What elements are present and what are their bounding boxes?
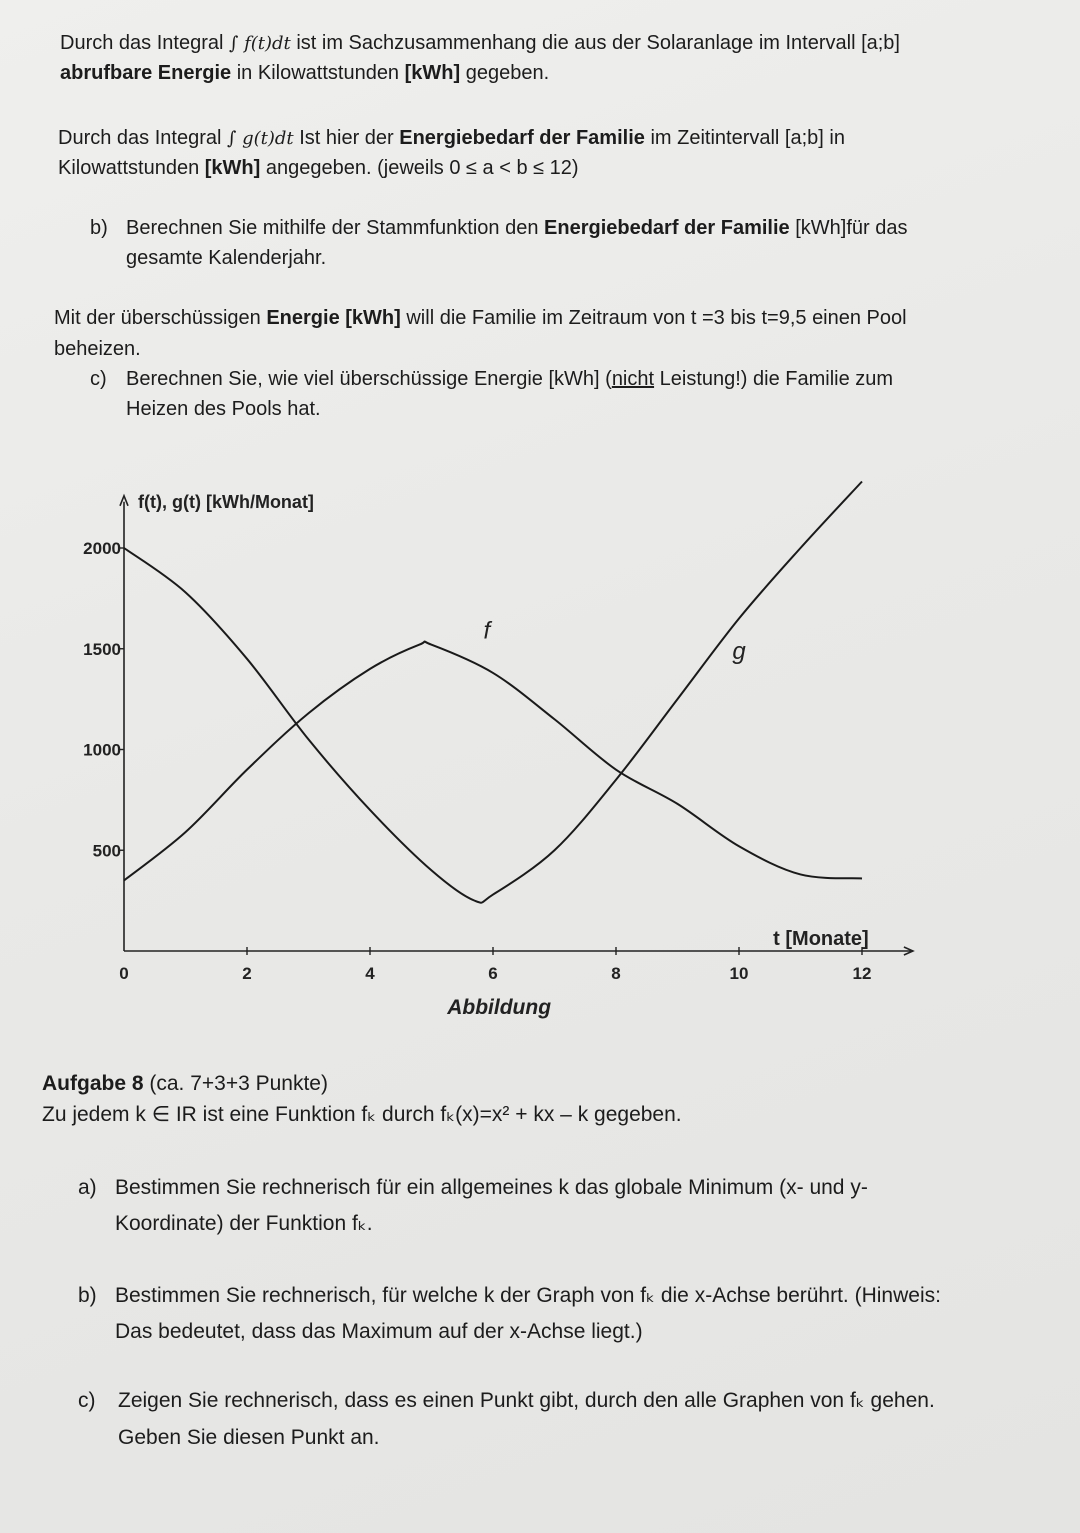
pool-line2: beheizen. [54,338,141,360]
task8-b-letter: b) [78,1284,97,1307]
integral-g: ∫ g(t)dt [226,128,294,149]
x-tick-label: 10 [729,964,749,983]
series-line-f [124,641,862,880]
task8-a-line1: Bestimmen Sie rechnerisch für ein allgemeines k das globale Minimum (x- und y- [115,1176,868,1199]
y-axis-label: f(t), g(t) [kWh/Monat] [138,492,314,512]
intro-f-line1: Durch das Integral ∫ f(t)dt ist im Sachzusammenhang die aus der Solaranlage im Intervall [a;b] [60,32,900,54]
x-axis-label: t [Monate] [773,928,869,950]
x-tick-label: 0 [119,964,129,983]
task-b-line1: Berechnen Sie mithilfe der Stammfunktion den Energiebedarf der Familie [kWh]für das [126,217,908,239]
x-tick-label: 12 [852,964,872,983]
y-tick-label: 1000 [83,740,121,760]
task-b-line2: gesamte Kalenderjahr. [126,247,327,269]
series-label-g: g [732,637,746,665]
intro-g-line2: Kilowattstunden [kWh] angegeben. (jeweils 0 ≤ a < b ≤ 12) [58,157,579,179]
task-c-line1: Berechnen Sie, wie viel überschüssige Energie [kWh] (nicht Leistung!) die Familie zum [126,368,894,390]
task8-b-line2: Das bedeutet, dass das Maximum auf der x-Achse liegt.) [115,1320,643,1343]
series-label-f: f [483,617,491,645]
x-tick-label: 2 [242,964,252,983]
pool-line1: Mit der überschüssigen Energie [kWh] will die Familie im Zeitraum von t =3 bis t=9,5 einen Pool [54,307,907,329]
task8-a-line2: Koordinate) der Funktion fₖ. [115,1212,373,1235]
y-tick-label: 500 [92,841,121,861]
task8-a-letter: a) [78,1176,97,1199]
y-tick-label: 1500 [83,639,121,659]
task8-heading: Aufgabe 8 (ca. 7+3+3 Punkte) [42,1072,328,1095]
task-b-letter: b) [90,217,108,239]
intro-f-line2: abrufbare Energie in Kilowattstunden [kWh] gegeben. [60,62,550,84]
x-tick-label: 6 [488,964,498,983]
chart-caption: Abbildung [447,996,552,1019]
task8-c-line1: Zeigen Sie rechnerisch, dass es einen Punkt gibt, durch den alle Graphen von fₖ gehen. [118,1389,935,1412]
task-c-letter: c) [90,368,107,390]
y-tick-label: 2000 [83,539,121,558]
task8-b-line1: Bestimmen Sie rechnerisch, für welche k der Graph von fₖ die x-Achse berührt. (Hinweis: [115,1284,941,1307]
series-line-g [124,482,862,903]
x-tick-label: 4 [365,964,375,983]
task8-c-line2: Geben Sie diesen Punkt an. [118,1426,380,1449]
task8-c-letter: c) [78,1389,96,1412]
integral-f: ∫ f(t)dt [228,33,291,54]
task8-intro: Zu jedem k ∈ IR ist eine Funktion fₖ durch fₖ(x)=x² + kx – k gegeben. [42,1103,682,1126]
x-tick-label: 8 [611,964,621,983]
task-c-line2: Heizen des Pools hat. [126,398,321,420]
intro-g-line1: Durch das Integral ∫ g(t)dt Ist hier der Energiebedarf der Familie im Zeitintervall [a;b] in [58,127,845,149]
